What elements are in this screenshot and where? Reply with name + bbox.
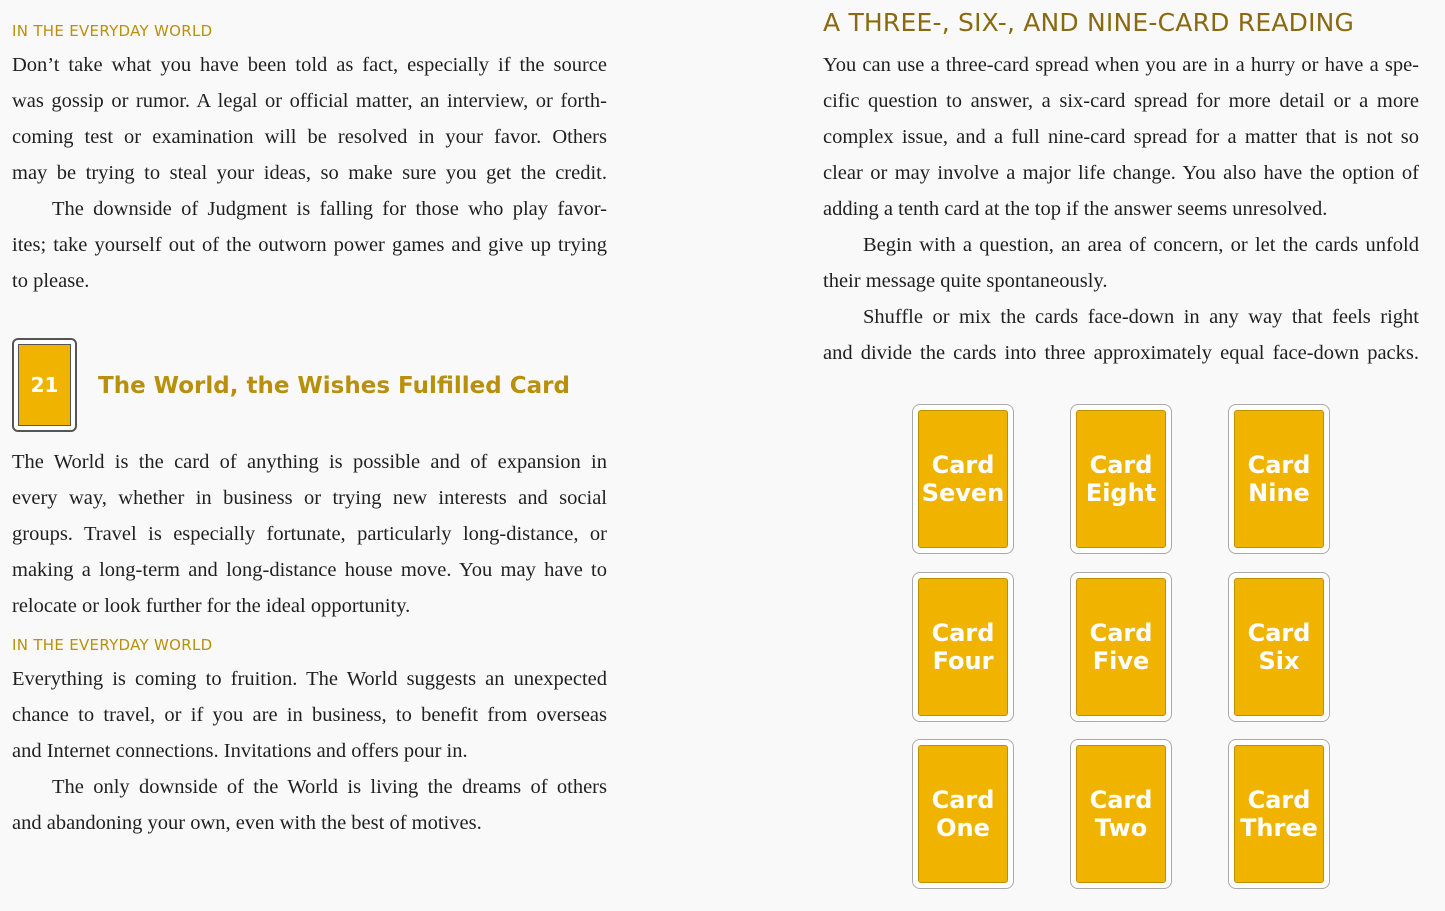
card-label: Two: [1094, 814, 1148, 842]
card-label: Eight: [1085, 479, 1157, 507]
tarot-card: [1228, 739, 1330, 889]
card-face: [918, 745, 1008, 883]
text-line: their message quite spontaneously.: [823, 270, 1108, 292]
tarot-card: [1070, 739, 1172, 889]
tarot-card: [1070, 572, 1172, 722]
card-label: Four: [932, 647, 994, 675]
text-line: Everything is coming to fruition. The World suggests an unexpected: [12, 668, 607, 690]
card-label: Card: [931, 451, 995, 479]
text-line: adding a tenth card at the top if the answer seems unresolved.: [823, 198, 1328, 220]
text-line: complex issue, and a full nine-card spread for a matter that is not so: [823, 126, 1419, 148]
tarot-card: [1228, 572, 1330, 722]
card-label: Card: [1247, 619, 1311, 647]
card-label: Card: [1089, 786, 1153, 814]
card-number: 21: [18, 344, 71, 426]
card-title: The World, the Wishes Fulfilled Card: [98, 373, 570, 399]
card-label: Six: [1258, 647, 1300, 675]
tarot-card: [1070, 404, 1172, 554]
card-face: [1234, 578, 1324, 716]
card-label: Card: [1247, 451, 1311, 479]
card-label: Card: [1089, 451, 1153, 479]
text-line: You can use a three-card spread when you are in a hurry or have a spe-: [823, 54, 1419, 76]
card-label: Nine: [1248, 479, 1310, 507]
text-line: coming test or examination will be resolved in your favor. Others: [12, 126, 607, 148]
card-label: One: [936, 814, 990, 842]
page-heading: A THREE-, SIX-, AND NINE-CARD READING: [823, 8, 1355, 37]
card-number-badge: [12, 338, 77, 432]
text-line: and Internet connections. Invitations and offers pour in.: [12, 740, 468, 762]
card-face: [1076, 410, 1166, 548]
card-label: Three: [1240, 814, 1318, 842]
card-label: Five: [1092, 647, 1150, 675]
tarot-card: [1228, 404, 1330, 554]
tarot-card: [912, 739, 1014, 889]
text-line: relocate or look further for the ideal opportunity.: [12, 595, 411, 617]
text-line: clear or may involve a major life change. You also have the option of: [823, 162, 1419, 184]
text-line: every way, whether in business or trying new interests and social: [12, 487, 607, 509]
text-line: The World is the card of anything is possible and of expansion in: [12, 451, 607, 473]
card-face: [1076, 578, 1166, 716]
text-line: chance to travel, or if you are in business, to benefit from overseas: [12, 704, 607, 726]
text-line: Don’t take what you have been told as fact, especially if the source: [12, 54, 607, 76]
text-line: was gossip or rumor. A legal or official matter, an interview, or forth-: [12, 90, 607, 112]
card-label: Seven: [921, 479, 1005, 507]
text-line: and divide the cards into three approximately equal face-down packs.: [823, 342, 1419, 364]
card-label: Card: [931, 786, 995, 814]
text-line: making a long-term and long-distance house move. You may have to: [12, 559, 607, 581]
section-subheading: IN THE EVERYDAY WORLD: [12, 636, 213, 654]
text-line: ites; take yourself out of the outworn power games and give up trying: [12, 234, 607, 256]
tarot-card: [912, 572, 1014, 722]
text-line: may be trying to steal your ideas, so make sure you get the credit.: [12, 162, 607, 184]
tarot-card: [912, 404, 1014, 554]
card-label: Card: [1247, 786, 1311, 814]
text-line: to please.: [12, 270, 90, 292]
text-line: Begin with a question, an area of concern, or let the cards unfold: [863, 234, 1419, 256]
card-label: Card: [931, 619, 995, 647]
section-subheading: IN THE EVERYDAY WORLD: [12, 22, 213, 40]
card-face: [1234, 745, 1324, 883]
text-line: groups. Travel is especially fortunate, particularly long-distance, or: [12, 523, 607, 545]
card-face: [918, 410, 1008, 548]
text-line: cific question to answer, a six-card spread for more detail or a more: [823, 90, 1419, 112]
text-line: The downside of Judgment is falling for those who play favor-: [52, 198, 607, 220]
card-face: [1234, 410, 1324, 548]
card-face: [1076, 745, 1166, 883]
text-line: and abandoning your own, even with the best of motives.: [12, 812, 482, 834]
card-face: [918, 578, 1008, 716]
text-line: The only downside of the World is living the dreams of others: [52, 776, 607, 798]
text-line: Shuffle or mix the cards face-down in any way that feels right: [863, 306, 1419, 328]
card-label: Card: [1089, 619, 1153, 647]
